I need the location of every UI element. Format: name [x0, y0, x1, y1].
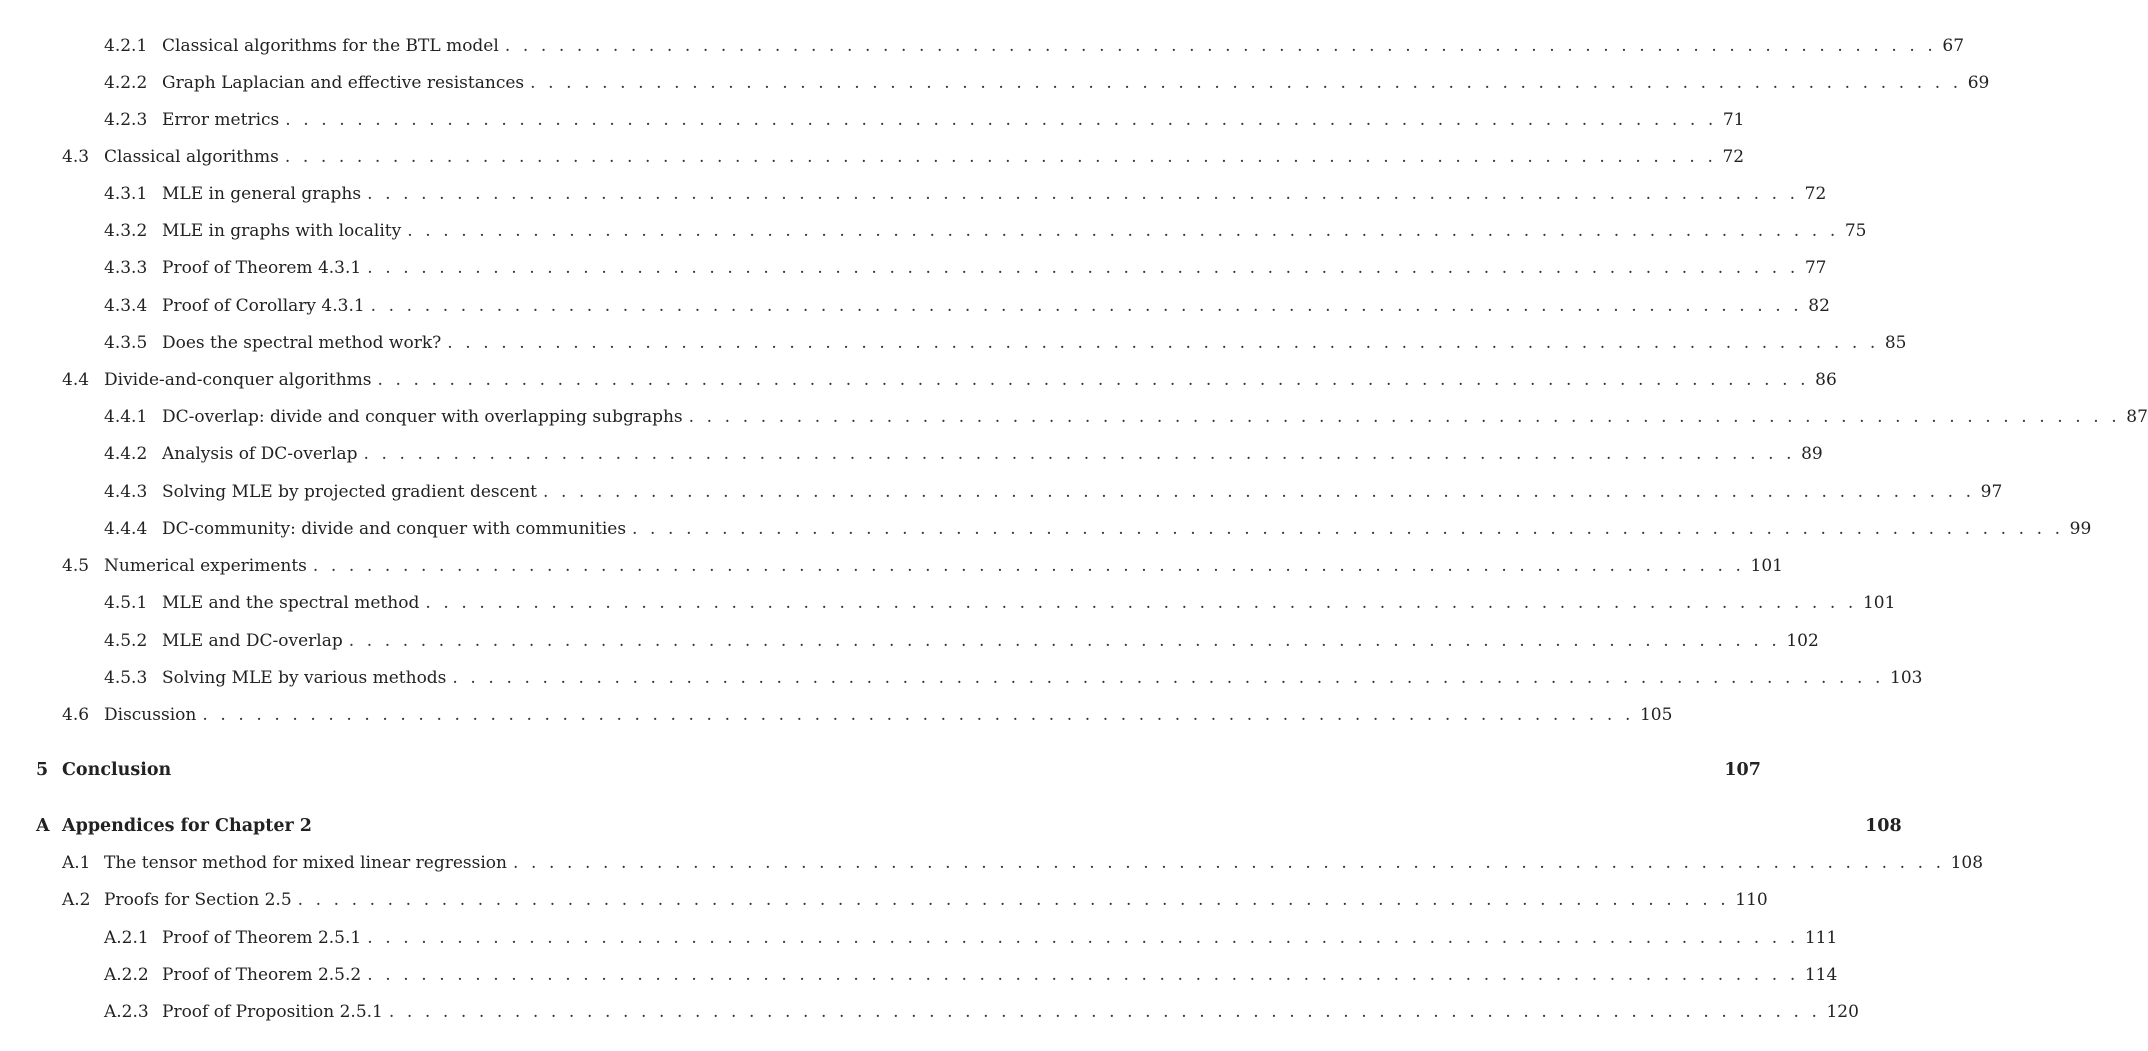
- dot-leader: . . . . . . . . . . . . . . . . . . . . . . . . . . . . . . . . . . . . . . . . . . . . . . . . . . . . . . . . . . . . . . . . . . . . . . . . . . . . . . . .: [377, 370, 1810, 390]
- toc-entry[interactable]: [104, 294, 1830, 318]
- dot-leader: . . . . . . . . . . . . . . . . . . . . . . . . . . . . . . . . . . . . . . . . . . . . . . . . . . . . . . . . . . . . . . . . . . . . . . . . . . . . . . . .: [530, 73, 1962, 93]
- toc-entry-number: 4.5.2: [104, 631, 148, 651]
- toc-entry-page: 101: [1862, 593, 1896, 613]
- toc-entry-number: 4.3.4: [104, 296, 148, 316]
- dot-leader: . . . . . . . . . . . . . . . . . . . . . . . . . . . . . . . . . . . . . . . . . . . . . . . . . . . . . . . . . . . . . . . . . . . . . . . . . . . . . . . .: [388, 1002, 1821, 1022]
- toc-entry[interactable]: [62, 554, 1783, 578]
- toc-entry-page: 108: [1950, 853, 1984, 873]
- toc-entry[interactable]: [104, 591, 1896, 615]
- dot-leader: . . . . . . . . . . . . . . . . . . . . . . . . . . . . . . . . . . . . . . . . . . . . . . . . . . . . . . . . . . . . . . . . . . . . . . . . . . . . . . . .: [504, 36, 1937, 56]
- dot-leader: . . . . . . . . . . . . . . . . . . . . . . . . . . . . . . . . . . . . . . . . . . . . . . . . . . . . . . . . . . . . . . . . . . . . . . . . . . . . . . . .: [513, 853, 1945, 873]
- toc-entry[interactable]: [104, 108, 1745, 132]
- toc-entry-page: 72: [1722, 147, 1745, 167]
- toc-entry-page: 71: [1722, 110, 1745, 130]
- toc-entry-number: 4.5.3: [104, 668, 148, 688]
- dot-leader: . . . . . . . . . . . . . . . . . . . . . . . . . . . . . . . . . . . . . . . . . . . . . . . . . . . . . . . . . . . . . . . . . . . . . . . . . . . . . . . .: [447, 333, 1879, 353]
- dot-leader: . . . . . . . . . . . . . . . . . . . . . . . . . . . . . . . . . . . . . . . . . . . . . . . . . . . . . . . . . . . . . . . . . . . . . . . . . . . . . . . .: [367, 258, 1799, 278]
- toc-entry-number: A.1: [62, 853, 91, 873]
- toc-entry-title: Appendices for Chapter 2: [62, 816, 312, 836]
- toc-entry-title: Solving MLE by various methods: [162, 668, 447, 688]
- toc-entry-page: 103: [1890, 668, 1923, 688]
- toc-entry-number: 5: [36, 760, 49, 780]
- toc-entry-number: A.2.1: [104, 928, 149, 948]
- toc-entry[interactable]: [62, 888, 1768, 912]
- toc-entry-number: 4.4.2: [104, 444, 148, 464]
- toc-entry[interactable]: [104, 256, 1827, 280]
- toc-entry[interactable]: [62, 703, 1673, 727]
- toc-entry-number: 4.2.3: [104, 110, 148, 130]
- toc-entry[interactable]: [104, 71, 1990, 95]
- toc-entry[interactable]: [104, 517, 2092, 541]
- toc-entry[interactable]: [36, 758, 1761, 782]
- toc-entry-number: 4.6: [62, 705, 90, 725]
- toc-entry[interactable]: [62, 851, 1984, 875]
- toc-entry-title: MLE and DC-overlap: [162, 631, 343, 651]
- dot-leader: . . . . . . . . . . . . . . . . . . . . . . . . . . . . . . . . . . . . . . . . . . . . . . . . . . . . . . . . . . . . . . . . . . . . . . . . . . . . . . . .: [348, 631, 1781, 651]
- toc-entry[interactable]: [104, 34, 1965, 58]
- toc-entry-title: Proof of Theorem 4.3.1: [162, 258, 362, 278]
- toc-entry-page: 85: [1884, 333, 1907, 353]
- dot-leader: . . . . . . . . . . . . . . . . . . . . . . . . . . . . . . . . . . . . . . . . . . . . . . . . . . . . . . . . . . . . . . . . . . . . . . . . . . . . . . . .: [452, 668, 1885, 688]
- toc-entry-number: 4.4.4: [104, 519, 148, 539]
- toc-entry-title: Solving MLE by projected gradient descent: [162, 482, 538, 502]
- dot-leader: . . . . . . . . . . . . . . . . . . . . . . . . . . . . . . . . . . . . . . . . . . . . . . . . . . . . . . . . . . . . . . . . . . . . . . . . . . . . . . . .: [632, 519, 2064, 539]
- toc-entry-page: 89: [1801, 444, 1823, 464]
- toc-entry-page: 99: [2069, 519, 2092, 539]
- toc-entry-page: 105: [1639, 705, 1673, 725]
- dot-leader: . . . . . . . . . . . . . . . . . . . . . . . . . . . . . . . . . . . . . . . . . . . . . . . . . . . . . . . . . . . . . . . . . . . . . . . . . . . . . . . .: [297, 890, 1730, 910]
- toc-entry[interactable]: [104, 182, 1827, 206]
- toc-entry[interactable]: [104, 442, 1823, 466]
- toc-entry-number: 4.4: [62, 370, 90, 390]
- toc-entry-number: 4.4.1: [104, 407, 148, 427]
- dot-leader: . . . . . . . . . . . . . . . . . . . . . . . . . . . . . . . . . . . . . . . . . . . . . . . . . . . . . . . . . . . . . . . . . . . . . . . . . . . . . . . .: [425, 593, 1857, 613]
- toc-entry-number: 4.2.2: [104, 73, 148, 93]
- toc-entry[interactable]: [104, 1000, 1859, 1024]
- toc-entry-page: 101: [1750, 556, 1783, 576]
- toc-entry[interactable]: [62, 368, 1837, 392]
- toc-entry-title: DC-overlap: divide and conquer with overlapping subgraphs: [162, 407, 683, 427]
- toc-entry-number: A.2: [62, 890, 91, 910]
- toc-entry-title: Classical algorithms: [104, 147, 279, 167]
- dot-leader: . . . . . . . . . . . . . . . . . . . . . . . . . . . . . . . . . . . . . . . . . . . . . . . . . . . . . . . . . . . . . . . . . . . . . . . . . . . . . . . .: [688, 407, 2121, 427]
- toc-entry[interactable]: [104, 331, 1907, 355]
- toc-entry-page: 114: [1804, 965, 1838, 985]
- toc-entry-number: 4.5: [62, 556, 90, 576]
- dot-leader: . . . . . . . . . . . . . . . . . . . . . . . . . . . . . . . . . . . . . . . . . . . . . . . . . . . . . . . . . . . . . . . . . . . . . . . . . . . . . . . .: [367, 184, 1799, 204]
- dot-leader: . . . . . . . . . . . . . . . . . . . . . . . . . . . . . . . . . . . . . . . . . . . . . . . . . . . . . . . . . . . . . . . . . . . . . . . . . . . . . . . .: [367, 965, 1799, 985]
- dot-leader: . . . . . . . . . . . . . . . . . . . . . . . . . . . . . . . . . . . . . . . . . . . . . . . . . . . . . . . . . . . . . . . . . . . . . . . . . . . . . . . .: [367, 928, 1799, 948]
- toc-entry[interactable]: [104, 926, 1838, 950]
- dot-leader: . . . . . . . . . . . . . . . . . . . . . . . . . . . . . . . . . . . . . . . . . . . . . . . . . . . . . . . . . . . . . . . . . . . . . . . . . . . . . . . .: [543, 482, 1975, 502]
- toc-entry-title: MLE and the spectral method: [162, 593, 420, 613]
- toc-entry[interactable]: [104, 219, 1867, 243]
- toc-entry-page: 102: [1786, 631, 1819, 651]
- dot-leader: . . . . . . . . . . . . . . . . . . . . . . . . . . . . . . . . . . . . . . . . . . . . . . . . . . . . . . . . . . . . . . . . . . . . . . . . . . . . . . . .: [363, 444, 1796, 464]
- toc-entry-number: 4.3.1: [104, 184, 148, 204]
- toc-entry-title: Discussion: [104, 705, 197, 725]
- toc-entry-page: 111: [1804, 928, 1838, 948]
- toc-entry-number: 4.3: [62, 147, 90, 167]
- toc-entry-page: 108: [1865, 816, 1902, 836]
- toc-entry-title: The tensor method for mixed linear regression: [104, 853, 507, 873]
- toc-entry-title: Divide-and-conquer algorithms: [104, 370, 372, 390]
- dot-leader: . . . . . . . . . . . . . . . . . . . . . . . . . . . . . . . . . . . . . . . . . . . . . . . . . . . . . . . . . . . . . . . . . . . . . . . . . . . . . . . .: [370, 296, 1803, 316]
- toc-entry-page: 67: [1942, 36, 1965, 56]
- toc-entry-number: 4.3.2: [104, 221, 148, 241]
- toc-entry-page: 87: [2126, 407, 2148, 427]
- toc-entry-number: 4.3.3: [104, 258, 148, 278]
- toc-entry[interactable]: [104, 629, 1819, 653]
- toc-entry-title: Numerical experiments: [104, 556, 307, 576]
- toc-entry-number: A.2.2: [104, 965, 149, 985]
- toc-entry-number: A.2.3: [104, 1002, 149, 1022]
- toc-entry-title: Conclusion: [62, 760, 172, 780]
- toc-entry[interactable]: [104, 405, 2148, 429]
- toc-entry-title: Proof of Theorem 2.5.2: [162, 965, 362, 985]
- dot-leader: . . . . . . . . . . . . . . . . . . . . . . . . . . . . . . . . . . . . . . . . . . . . . . . . . . . . . . . . . . . . . . . . . . . . . . . . . . . . . . . .: [407, 221, 1839, 241]
- toc-entry[interactable]: [62, 145, 1745, 169]
- toc-entry-title: Proof of Corollary 4.3.1: [162, 296, 365, 316]
- toc-entry-number: 4.2.1: [104, 36, 148, 56]
- toc-entry-title: Analysis of DC-overlap: [162, 444, 358, 464]
- toc-entry[interactable]: [36, 814, 1902, 838]
- toc-entry-title: Classical algorithms for the BTL model: [162, 36, 499, 56]
- toc-entry-title: MLE in graphs with locality: [162, 221, 402, 241]
- toc-entry-page: 82: [1808, 296, 1830, 316]
- toc-entry-page: 86: [1815, 370, 1837, 390]
- toc-entry[interactable]: [104, 666, 1923, 690]
- toc-entry-title: MLE in general graphs: [162, 184, 362, 204]
- dot-leader: . . . . . . . . . . . . . . . . . . . . . . . . . . . . . . . . . . . . . . . . . . . . . . . . . . . . . . . . . . . . . . . . . . . . . . . . . . . . . . . .: [202, 705, 1634, 725]
- dot-leader: . . . . . . . . . . . . . . . . . . . . . . . . . . . . . . . . . . . . . . . . . . . . . . . . . . . . . . . . . . . . . . . . . . . . . . . . . . . . . . . .: [312, 556, 1745, 576]
- dot-leader: . . . . . . . . . . . . . . . . . . . . . . . . . . . . . . . . . . . . . . . . . . . . . . . . . . . . . . . . . . . . . . . . . . . . . . . . . . . . . . . .: [284, 147, 1717, 167]
- toc-entry[interactable]: [104, 480, 2003, 504]
- toc-entry-title: Error metrics: [162, 110, 280, 130]
- toc-entry-title: Does the spectral method work?: [162, 333, 442, 353]
- toc-entry-page: 120: [1826, 1002, 1859, 1022]
- toc-entry-page: 77: [1804, 258, 1827, 278]
- toc-entry-page: 75: [1844, 221, 1867, 241]
- toc-entry-page: 69: [1967, 73, 1990, 93]
- toc-entry-title: DC-community: divide and conquer with communities: [162, 519, 627, 539]
- toc-entry-page: 110: [1735, 890, 1768, 910]
- toc-entry-title: Graph Laplacian and effective resistances: [162, 73, 525, 93]
- toc-entry-number: 4.4.3: [104, 482, 148, 502]
- toc-entry-number: A: [36, 816, 50, 836]
- toc-entry-title: Proofs for Section 2.5: [104, 890, 292, 910]
- toc-entry-page: 72: [1804, 184, 1827, 204]
- toc-entry-page: 107: [1724, 760, 1761, 780]
- toc-entry-number: 4.5.1: [104, 593, 148, 613]
- toc-entry[interactable]: [104, 963, 1838, 987]
- toc-entry-title: Proof of Theorem 2.5.1: [162, 928, 362, 948]
- toc-entry-page: 97: [1980, 482, 2003, 502]
- toc-entry-title: Proof of Proposition 2.5.1: [162, 1002, 383, 1022]
- dot-leader: . . . . . . . . . . . . . . . . . . . . . . . . . . . . . . . . . . . . . . . . . . . . . . . . . . . . . . . . . . . . . . . . . . . . . . . . . . . . . . . .: [285, 110, 1717, 130]
- toc-entry-number: 4.3.5: [104, 333, 148, 353]
